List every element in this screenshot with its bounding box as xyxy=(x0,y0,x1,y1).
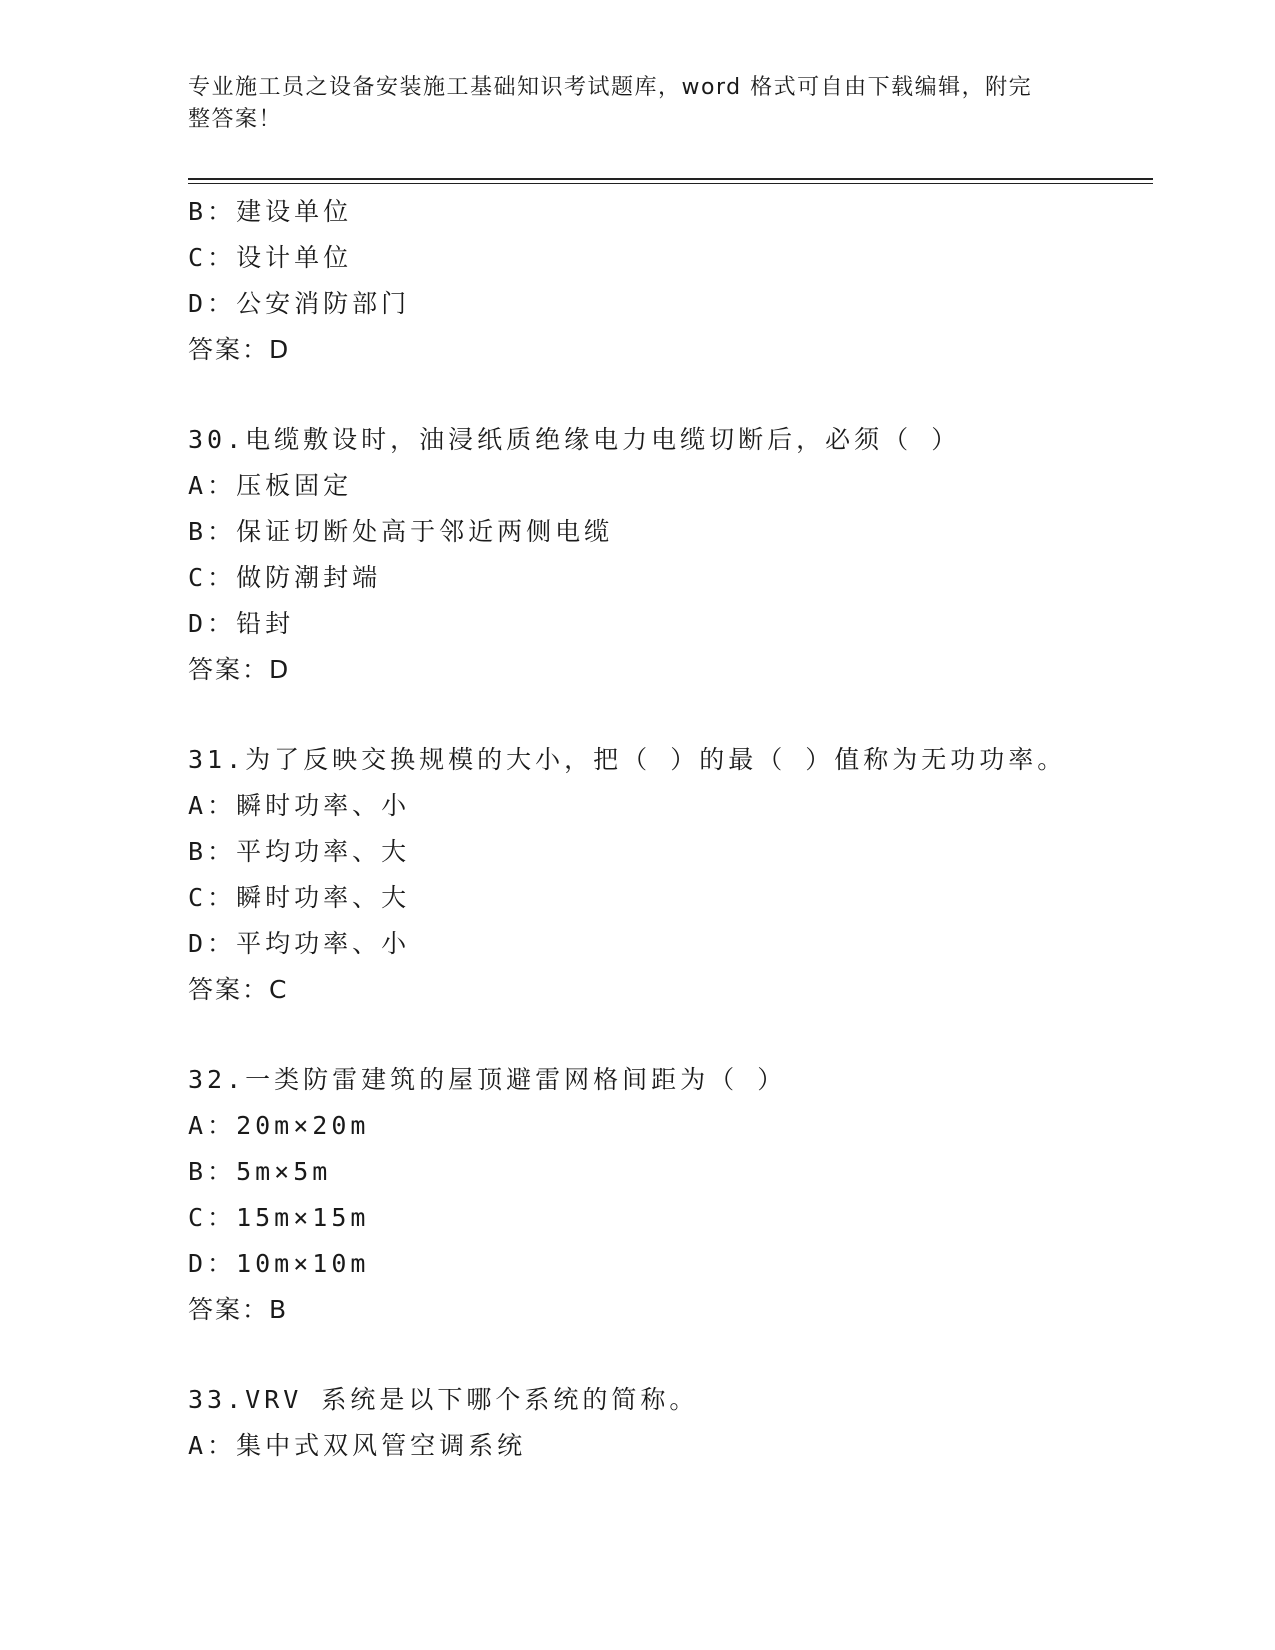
option-d: D：铅封 xyxy=(188,609,295,638)
option-a: A：集中式双风管空调系统 xyxy=(188,1431,527,1460)
header-line-2: 整答案！ xyxy=(188,107,283,132)
option-d: D：10m×10m xyxy=(188,1249,370,1278)
question-text: 31.为了反映交换规模的大小，把（ ）的最（ ）值称为无功功率。 xyxy=(188,745,1067,774)
option-b: B：保证切断处高于邻近两侧电缆 xyxy=(188,517,614,546)
question-text: 30.电缆敷设时，油浸纸质绝缘电力电缆切断后，必须（ ） xyxy=(188,425,961,454)
option-c: C：做防潮封端 xyxy=(188,563,382,592)
answer-line: 答案：D xyxy=(188,335,291,364)
option-b: B：平均功率、大 xyxy=(188,837,411,866)
option-c: C：瞬时功率、大 xyxy=(188,883,411,912)
header-rule-thick xyxy=(188,178,1153,180)
option-c: C：15m×15m xyxy=(188,1203,370,1232)
page-header xyxy=(188,72,1088,136)
option-a: A：20m×20m xyxy=(188,1111,370,1140)
header-line-1: 专业施工员之设备安装施工基础知识考试题库，word 格式可自由下载编辑，附完 xyxy=(188,75,1033,100)
question-32 xyxy=(188,1057,1148,1333)
option-a: A：压板固定 xyxy=(188,471,353,500)
answer-line: 答案：B xyxy=(188,1295,289,1324)
option-b: B：5m×5m xyxy=(188,1157,332,1186)
answer-line: 答案：C xyxy=(188,975,289,1004)
answer-line: 答案：D xyxy=(188,655,291,684)
option-d: D：公安消防部门 xyxy=(188,289,411,318)
option-a: A：瞬时功率、小 xyxy=(188,791,411,820)
question-text: 33.VRV 系统是以下哪个系统的简称。 xyxy=(188,1385,699,1414)
question-30 xyxy=(188,417,1148,693)
option-c: C：设计单位 xyxy=(188,243,353,272)
question-31 xyxy=(188,737,1148,1013)
header-rule-thin xyxy=(188,183,1153,184)
option-d: D：平均功率、小 xyxy=(188,929,411,958)
option-b: B：建设单位 xyxy=(188,197,353,226)
question-text: 32.一类防雷建筑的屋顶避雷网格间距为（ ） xyxy=(188,1065,787,1094)
question-fragment xyxy=(188,189,1148,373)
question-33 xyxy=(188,1377,1148,1469)
question-content xyxy=(188,189,1148,1469)
